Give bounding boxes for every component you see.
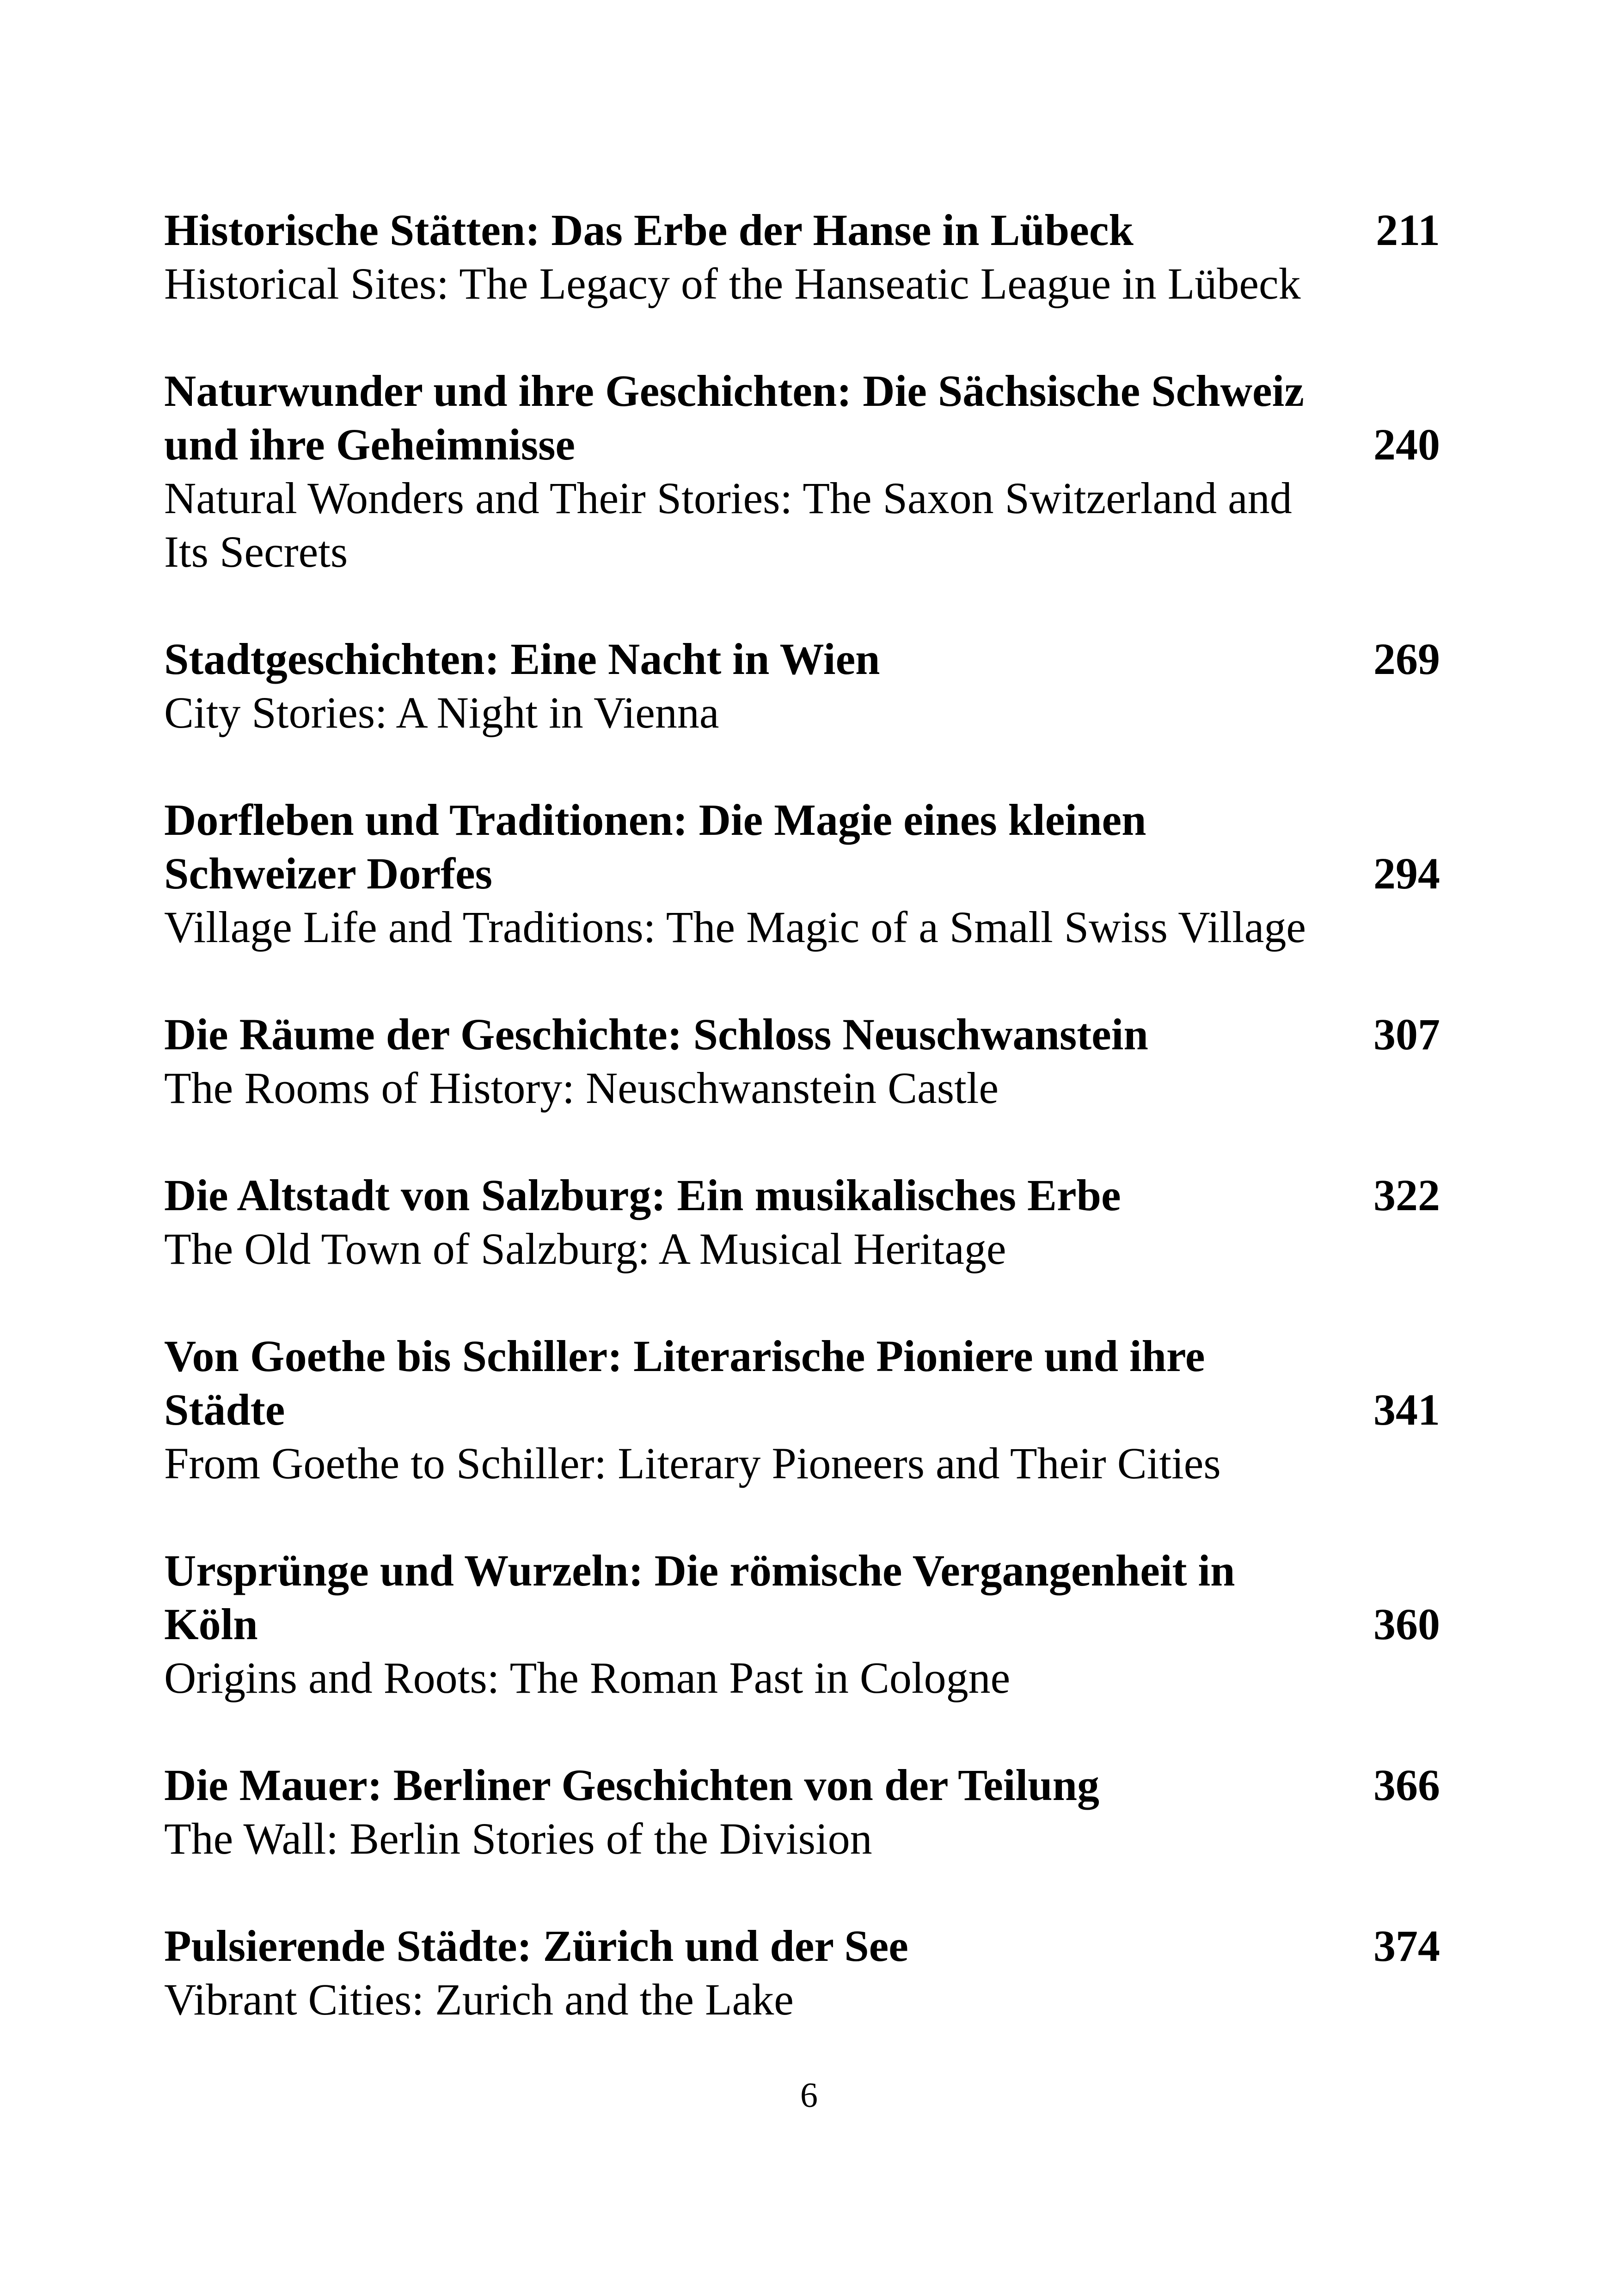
toc-entry [164,1169,1440,1276]
entry-title-line: Die Räume der Geschichte: Schloss Neuschwanstein [164,1010,1148,1059]
entry-title-line: Von Goethe bis Schiller: Literarische Pioniere und ihre [164,1331,1205,1381]
entry-page-number: 294 [1373,849,1440,898]
entry-page-number: 366 [1373,1760,1440,1810]
entry-title[interactable] [164,1919,1440,1973]
entry-subtitle [164,1812,1440,1866]
entry-title[interactable] [164,1544,1440,1651]
entry-subtitle [164,1437,1440,1490]
entry-page-number: 341 [1373,1385,1440,1434]
entry-subtitle [164,900,1440,954]
toc-entry [164,203,1440,311]
entry-title[interactable] [164,1008,1440,1061]
entry-title[interactable] [164,1329,1440,1437]
entry-subtitle [164,1222,1440,1276]
entry-page-number: 269 [1373,634,1440,684]
entry-page-number: 374 [1373,1921,1440,1971]
entry-title-line: Stadtgeschichten: Eine Nacht in Wien [164,634,880,684]
toc-entry [164,793,1440,954]
table-of-contents [164,203,1440,2080]
entry-title-line: und ihre Geheimnisse [164,420,576,469]
toc-entry [164,1329,1440,1490]
entry-title-line: Dorfleben und Traditionen: Die Magie eines kleinen [164,795,1146,845]
entry-subtitle-line: Vibrant Cities: Zurich and the Lake [164,1975,794,2024]
entry-title-line: Pulsierende Städte: Zürich und der See [164,1921,908,1971]
entry-subtitle-line: Historical Sites: The Legacy of the Hanseatic League in Lübeck [164,259,1301,308]
entry-subtitle [164,1973,1440,2027]
entry-title[interactable] [164,203,1440,257]
entry-page-number: 322 [1373,1170,1440,1220]
entry-title[interactable] [164,1758,1440,1812]
entry-title-line: Die Altstadt von Salzburg: Ein musikalisches Erbe [164,1170,1121,1220]
entry-subtitle-line: The Rooms of History: Neuschwanstein Castle [164,1063,999,1113]
toc-entry [164,632,1440,740]
toc-entry [164,1758,1440,1866]
entry-title-line: Städte [164,1385,285,1434]
entry-subtitle-line: The Wall: Berlin Stories of the Division [164,1814,872,1863]
entry-subtitle [164,1061,1440,1115]
entry-subtitle-line: Village Life and Traditions: The Magic of a Small Swiss Village [164,902,1306,952]
entry-page-number: 360 [1373,1599,1440,1649]
entry-title[interactable] [164,632,1440,686]
entry-subtitle [164,471,1440,579]
entry-subtitle-line: The Old Town of Salzburg: A Musical Heritage [164,1224,1006,1274]
entry-subtitle-line: Natural Wonders and Their Stories: The Saxon Switzerland and [164,473,1292,523]
entry-subtitle-line: City Stories: A Night in Vienna [164,688,719,737]
entry-page-number: 211 [1376,205,1440,255]
entry-page-number: 240 [1373,420,1440,469]
entry-title[interactable] [164,1169,1440,1222]
entry-subtitle [164,686,1440,740]
page-number-footer: 6 [800,2076,818,2115]
entry-title-line: Die Mauer: Berliner Geschichten von der Teilung [164,1760,1100,1810]
entry-title-line: Naturwunder und ihre Geschichten: Die Sächsische Schweiz [164,366,1304,416]
entry-page-number: 307 [1373,1010,1440,1059]
entry-subtitle-line: Origins and Roots: The Roman Past in Cologne [164,1653,1011,1702]
entry-title[interactable] [164,793,1440,900]
toc-entry [164,1544,1440,1705]
entry-title-line: Schweizer Dorfes [164,849,492,898]
entry-title-line: Ursprünge und Wurzeln: Die römische Vergangenheit in [164,1546,1235,1595]
toc-entry [164,1919,1440,2027]
entry-title[interactable] [164,364,1440,471]
entry-subtitle-line: Its Secrets [164,527,348,576]
entry-title-line: Köln [164,1599,258,1649]
toc-entry [164,1008,1440,1115]
entry-subtitle [164,257,1440,311]
entry-title-line: Historische Stätten: Das Erbe der Hanse in Lübeck [164,205,1134,255]
toc-entry [164,364,1440,579]
entry-subtitle-line: From Goethe to Schiller: Literary Pioneers and Their Cities [164,1439,1221,1488]
entry-subtitle [164,1651,1440,1705]
